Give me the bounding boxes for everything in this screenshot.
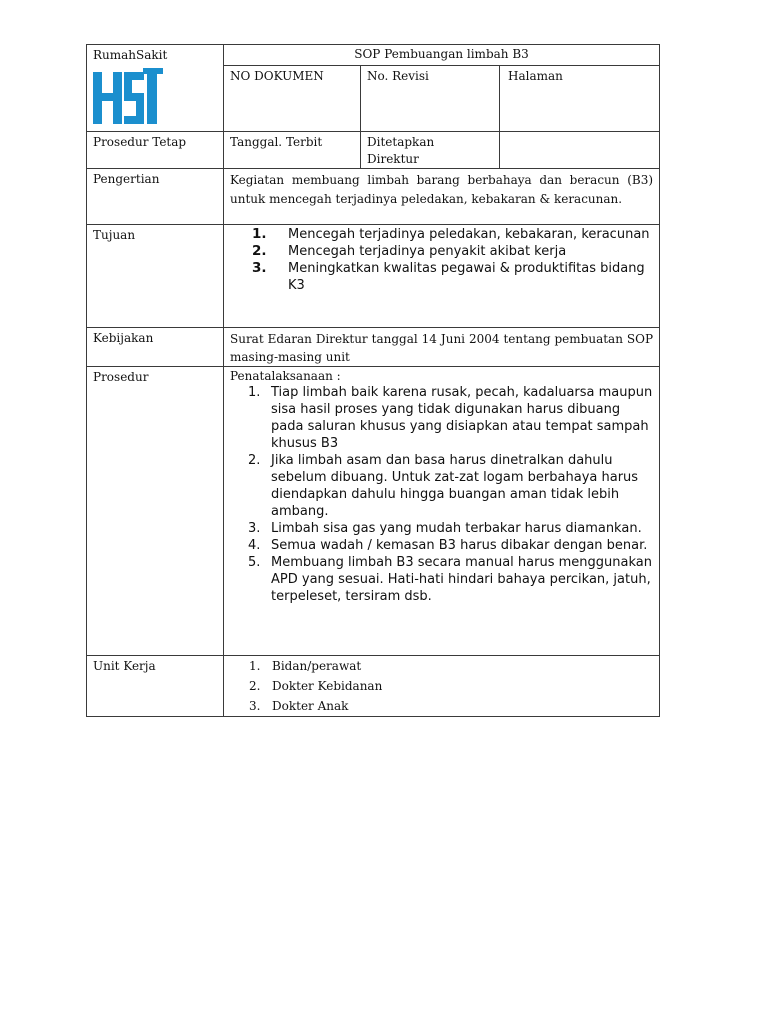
tanggal-terbit-label: Tanggal. Terbit [230,135,323,149]
list-item [224,554,659,605]
no-revisi-label: No. Revisi [367,69,429,84]
list-item [224,452,659,520]
pengertian-text: Kegiatan membuang limbah barang berbahaya dan beracun (B3) untuk mencegah terjadinya peledakan, kebakaran & keracunan. [230,173,654,206]
kebijakan-text: Surat Edaran Direktur tanggal 14 Juni 2004 tentang pembuatan SOP masing-masing unit [230,332,654,364]
list-item [224,537,659,554]
list-number: 2. [252,243,267,259]
list-number: 2. [248,453,261,468]
unit-kerja-content-cell [224,656,660,717]
list-item [224,696,659,716]
unit-kerja-label-cell [87,656,224,717]
list-item [224,656,659,676]
list-item [224,226,659,243]
tujuan-content-cell [224,225,660,328]
list-text: Dokter Kebidanan [272,679,383,693]
unit-kerja-list [224,656,659,716]
no-revisi-cell [361,66,500,132]
list-number: 2. [249,679,261,693]
list-text: Membuang limbah B3 secara manual harus menggunakan APD yang sesuai. Hati-hati hindari bahaya percikan, jatuh, terpeleset, tersiram dsb. [271,555,652,604]
halaman-label: Halaman [508,69,563,84]
pengertian-label-cell [87,169,224,225]
list-item [224,676,659,696]
tujuan-label-cell [87,225,224,328]
hospital-logo [87,64,223,131]
list-text: Semua wadah / kemasan B3 harus dibakar dengan benar. [271,538,648,553]
unit-kerja-row [87,656,660,717]
list-item [224,520,659,537]
prosedur-tetap-label: Prosedur Tetap [93,135,187,149]
list-text: Mencegah terjadinya penyakit akibat kerja [288,244,567,259]
pengertian-label: Pengertian [93,172,160,186]
kebijakan-row [87,328,660,367]
list-item [224,384,659,452]
direktur-label: Direktur [367,152,419,166]
hsi-logo-icon [93,68,163,126]
list-text: Meningkatkan kwalitas pegawai & produktifitas bidang K3 [288,261,645,293]
list-number: 3. [252,260,267,276]
doc-title: SOP Pembuangan limbah B3 [354,47,529,61]
list-text: Dokter Anak [272,699,349,713]
sop-table [86,44,660,717]
list-number: 3. [249,699,261,713]
kebijakan-content-cell [224,328,660,367]
prosedur-tetap-label-cell [87,132,224,169]
no-dokumen-cell [224,66,361,132]
list-number: 1. [248,385,261,400]
tujuan-list [224,225,659,294]
pengertian-content-cell [224,169,660,225]
prosedur-list [224,384,659,605]
list-item [224,243,659,260]
tujuan-label: Tujuan [93,228,136,242]
kebijakan-label: Kebijakan [93,331,154,345]
tujuan-row [87,225,660,328]
list-text: Limbah sisa gas yang mudah terbakar harus diamankan. [271,521,642,536]
prosedur-label-cell [87,367,224,656]
list-text: Bidan/perawat [272,659,362,673]
halaman-cell [500,66,660,132]
tanggal-terbit-cell [224,132,361,169]
list-text: Jika limbah asam dan basa harus dinetralkan dahulu sebelum dibuang. Untuk zat-zat logam berbahaya harus diendapkan dahulu hingga buangan aman tidak lebih ambang. [271,453,639,519]
list-number: 4. [248,538,261,553]
prosedur-label: Prosedur [93,370,149,384]
prosedur-content-cell [224,367,660,656]
doc-title-cell [224,45,660,66]
pengertian-row [87,169,660,225]
empty-signature-cell [500,132,660,169]
list-text: Mencegah terjadinya peledakan, kebakaran, keracunan [288,227,650,242]
kebijakan-label-cell [87,328,224,367]
hospital-label: RumahSakit [93,48,168,62]
no-dokumen-label: NO DOKUMEN [230,69,324,84]
prosedur-intro: Penatalaksanaan : [230,369,341,383]
ditetapkan-cell [361,132,500,169]
unit-kerja-label: Unit Kerja [93,659,156,673]
list-number: 1. [252,226,267,242]
list-number: 1. [249,659,261,673]
hospital-cell [87,45,224,132]
prosedur-tetap-row [87,132,660,169]
list-number: 5. [248,555,261,570]
prosedur-row [87,367,660,656]
list-number: 3. [248,521,261,536]
header-title-row [87,45,660,66]
ditetapkan-label: Ditetapkan [367,135,435,149]
list-text: Tiap limbah baik karena rusak, pecah, kadaluarsa maupun sisa hasil proses yang tidak digunakan harus dibuang pada saluran khusus yang disiapkan atau tempat sampah khusus B3 [271,385,653,451]
list-item [224,260,659,294]
